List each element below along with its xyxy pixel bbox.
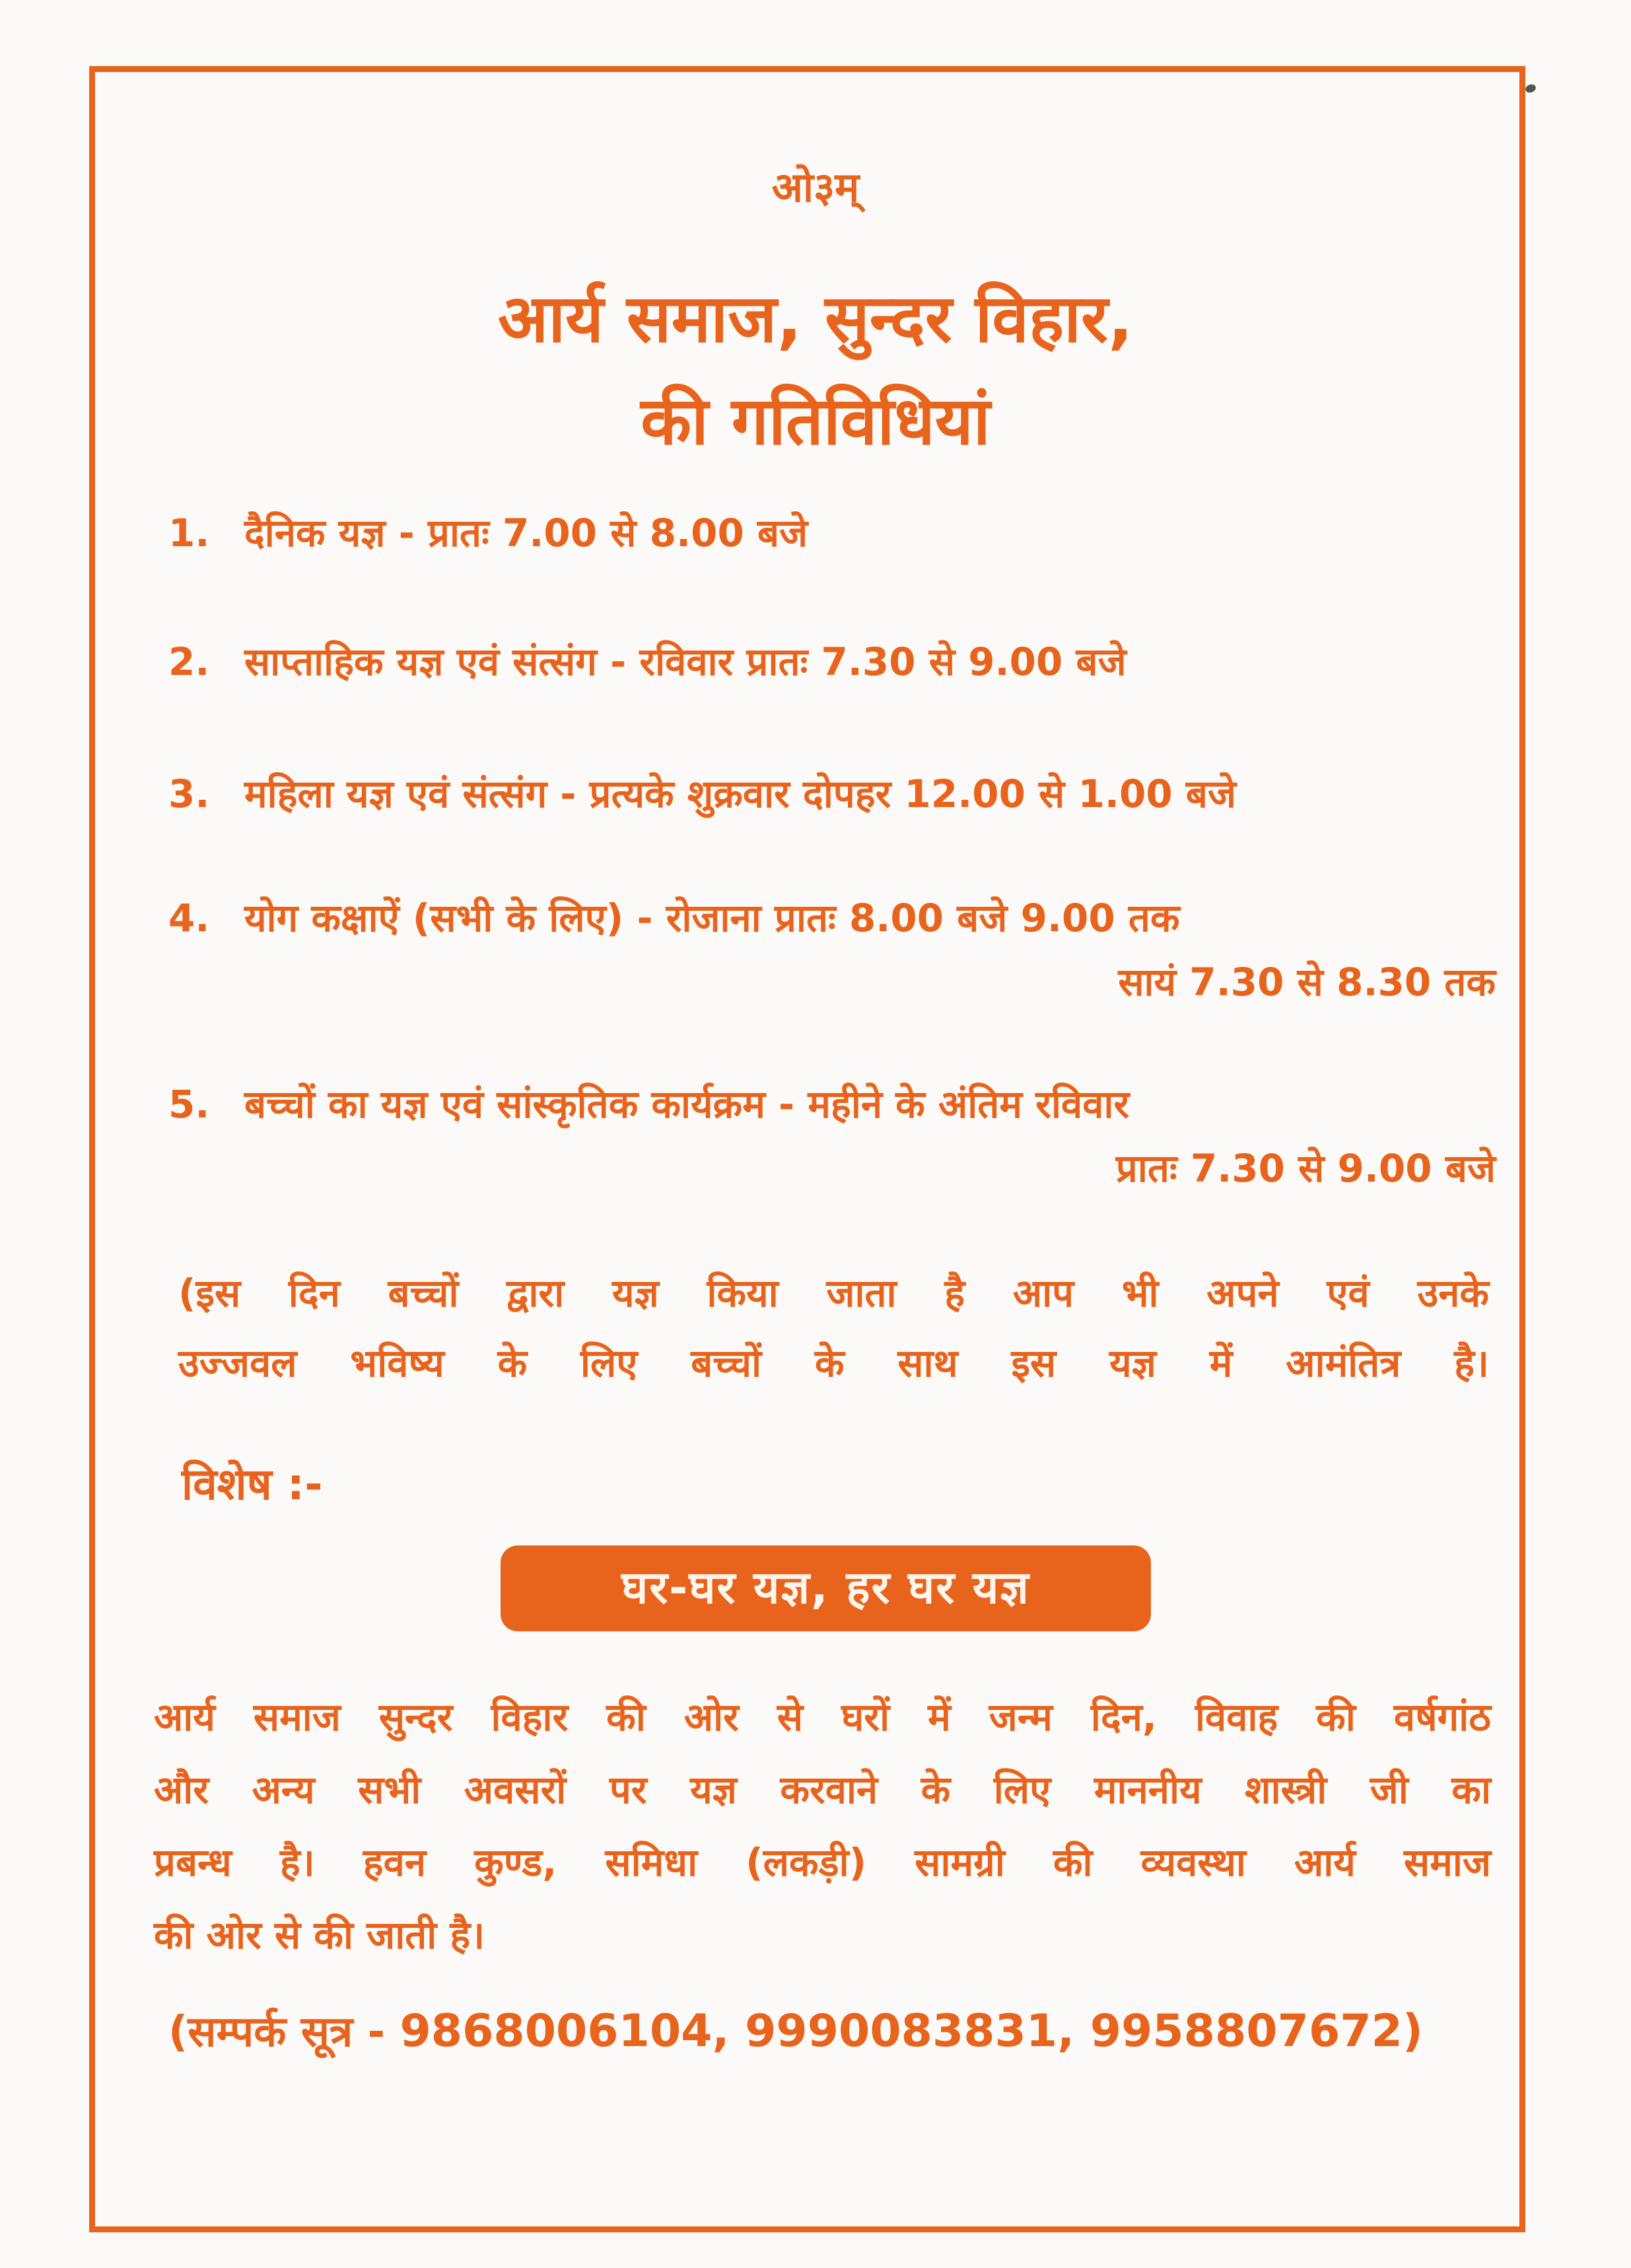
paragraph-line-3: प्रबन्ध है। हवन कुण्ड, समिधा (लकड़ी) सामग्री की व्यवस्था आर्य समाज [154, 1840, 1491, 1885]
activity-text: योग कक्षाऐं (सभी के लिए) - रोजाना प्रातः 8.00 बजे 9.00 तक [244, 896, 1180, 940]
note-line-2: उज्जवल भविष्य के लिए बच्चों के साथ इस यज्ञ में आमंतित्र है। [178, 1341, 1489, 1386]
contact-info [168, 2001, 1423, 2059]
activity-item-5-continuation: प्रातः 7.30 से 9.00 बजे [1115, 1146, 1496, 1191]
special-label: विशेष :- [182, 1459, 323, 1510]
activity-item-2 [168, 634, 1127, 686]
contact-label: (सम्पर्क सूत्र - [168, 2008, 386, 2057]
paragraph-line-2: और अन्य सभी अवसरों पर यज्ञ करवाने के लिए माननीय शास्त्री जी का [154, 1767, 1491, 1812]
title-line-2: की गतिविधियां [641, 382, 990, 460]
activity-text: साप्ताहिक यज्ञ एवं संत्संग - रविवार प्रातः 7.30 से 9.00 बजे [244, 639, 1127, 684]
activity-number: 3. [168, 771, 210, 816]
contact-numbers: 9868006104, 9990083831, 9958807672) [399, 2005, 1423, 2057]
slogan-badge: घर-घर यज्ञ, हर घर यज्ञ [501, 1545, 1151, 1631]
om-heading: ओ३म् [771, 163, 860, 211]
activity-number: 5. [168, 1082, 210, 1127]
activity-number: 2. [168, 639, 210, 684]
activity-item-4 [168, 890, 1180, 942]
special-paragraph [154, 1681, 1491, 1971]
title-line-1: आर्य समाज, सुन्दर विहार, [497, 280, 1134, 357]
activity-number: 1. [168, 511, 210, 555]
activity-text: दैनिक यज्ञ - प्रातः 7.00 से 8.00 बजे [244, 511, 808, 555]
paragraph-line-4: की ओर से की जाती है। [154, 1913, 485, 1958]
activity-number: 4. [168, 896, 210, 940]
activity-item-5 [168, 1077, 1129, 1129]
paper-mark [1524, 83, 1537, 94]
activity-item-1 [168, 505, 808, 557]
activity-item-3 [168, 766, 1236, 818]
note-line-1: (इस दिन बच्चों द्वारा यज्ञ किया जाता है आप भी अपने एवं उनके [178, 1271, 1489, 1316]
page-title [0, 267, 1631, 472]
paragraph-line-1: आर्य समाज सुन्दर विहार की ओर से घरों में जन्म दिन, विवाह की वर्षगांठ [154, 1695, 1491, 1740]
activity-text: महिला यज्ञ एवं संत्संग - प्रत्यके शुक्रवार दोपहर 12.00 से 1.00 बजे [244, 771, 1237, 816]
activity-text: बच्चों का यज्ञ एवं सांस्कृतिक कार्यक्रम - महीने के अंतिम रविवार [244, 1082, 1130, 1127]
children-note [178, 1258, 1489, 1398]
activity-item-4-continuation: सायं 7.30 से 8.30 तक [1118, 960, 1496, 1005]
